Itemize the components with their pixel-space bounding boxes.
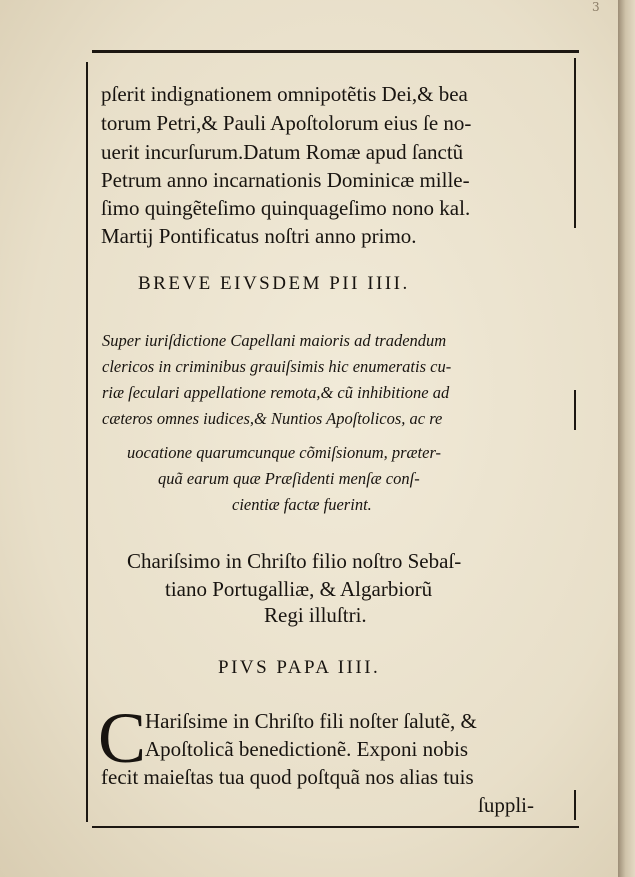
text-line: Martij Pontificatus noſtri anno primo. xyxy=(101,224,417,248)
italic-line: riæ ſeculari appellatione remota,& cũ inhibitione ad xyxy=(102,383,450,402)
top-rule xyxy=(92,50,579,53)
address-line: Regi illuſtri. xyxy=(264,603,367,627)
italic-line: quã earum quæ Præſidenti menſæ conſ- xyxy=(158,469,420,488)
bottom-rule xyxy=(92,826,579,828)
italic-line: cientiæ factæ fuerint. xyxy=(232,495,372,514)
italic-line: Super iuriſdictione Capellani maioris ad tradendum xyxy=(102,331,447,350)
section-heading: BREVE EIVSDEM PII IIII. xyxy=(138,273,410,294)
drop-cap: C xyxy=(98,698,147,778)
text-line: uerit incurſurum.Datum Romæ apud ſanctũ xyxy=(101,140,464,164)
right-rule-lower xyxy=(574,790,576,820)
text-line: ſimo quingẽteſimo quinquageſimo nono kal. xyxy=(101,196,471,220)
section-heading: PIVS PAPA IIII. xyxy=(218,657,381,678)
right-rule xyxy=(574,58,576,228)
text-line: Hariſsime in Chriſto fili noſter ſalutẽ, & xyxy=(145,709,477,733)
italic-line: uocatione quarumcunque cõmiſsionum, præter- xyxy=(127,443,442,462)
italic-line: clericos in criminibus grauiſsimis hic enumeratis cu- xyxy=(102,357,452,376)
text-line: torum Petri,& Pauli Apoſtolorum eius ſe no- xyxy=(101,111,472,135)
address-line: Chariſsimo in Chriſto filio noſtro Sebaſ- xyxy=(127,549,462,573)
catchword: ſuppli- xyxy=(478,793,534,817)
right-rule-middle xyxy=(574,390,576,430)
text-line: Petrum anno incarnationis Dominicæ mille- xyxy=(101,168,470,192)
italic-line: cæteros omnes iudices,& Nuntios Apoſtolicos, ac re xyxy=(102,409,443,428)
text-line: pſerit indignationem omnipotẽtis Dei,& bea xyxy=(101,82,468,106)
left-rule xyxy=(86,62,88,822)
address-line: tiano Portugalliæ, & Algarbiorũ xyxy=(165,577,433,601)
page-number: 3 xyxy=(592,0,600,14)
page-gutter xyxy=(618,0,635,877)
text-line: fecit maieſtas tua quod poſtquã nos alias tuis xyxy=(101,765,474,789)
text-line: Apoſtolicã benedictionẽ. Exponi nobis xyxy=(145,737,469,761)
